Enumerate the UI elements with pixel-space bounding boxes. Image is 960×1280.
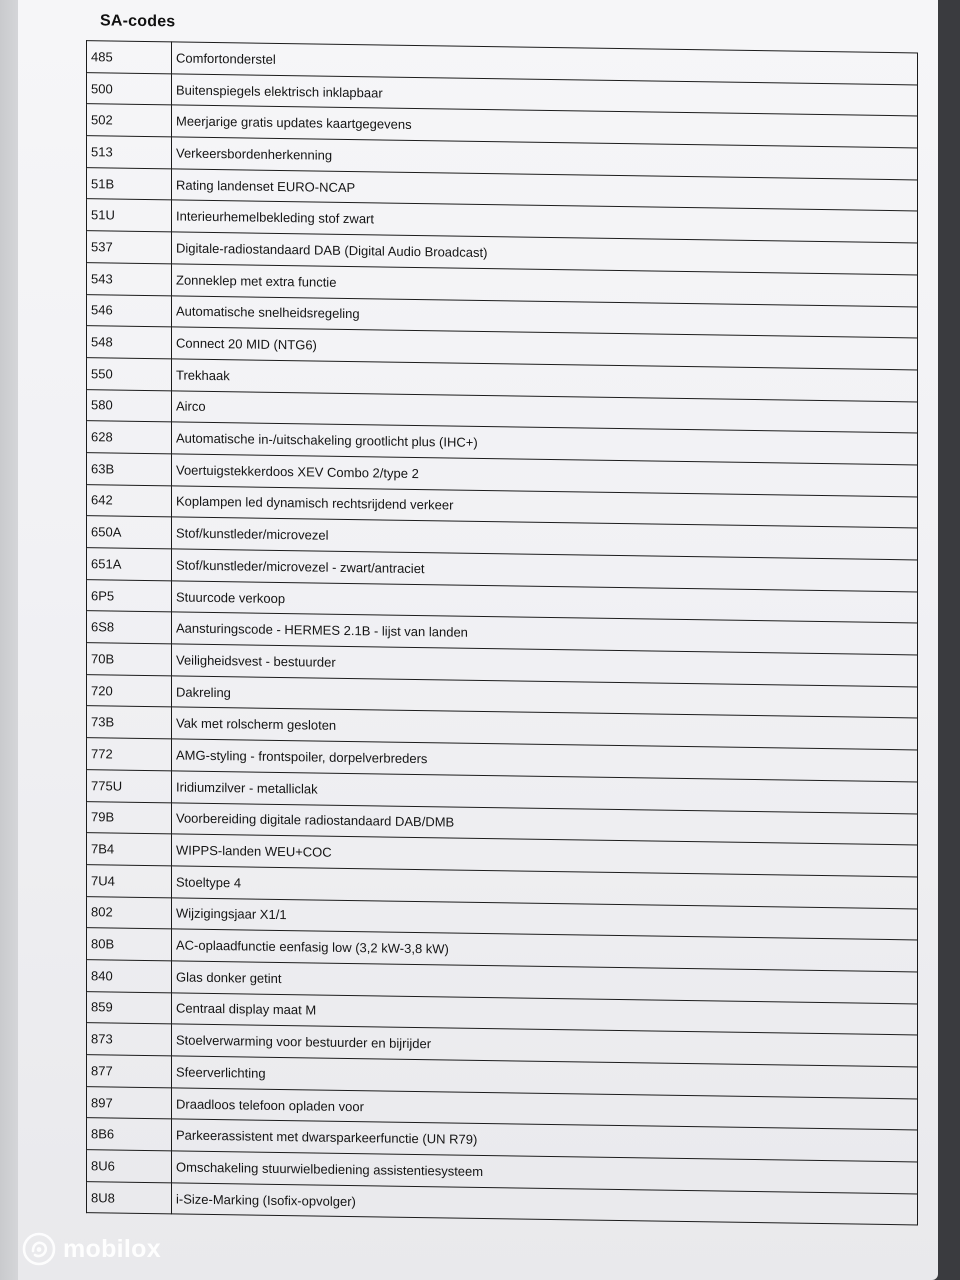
- sa-code-cell: 500: [87, 72, 172, 105]
- sa-code-cell: 877: [87, 1055, 172, 1088]
- sa-code-cell: 51U: [87, 199, 172, 232]
- sa-description-cell: Vak met rolscherm gesloten: [172, 707, 918, 750]
- sa-code-cell: 642: [87, 484, 172, 517]
- sa-code-cell: 651A: [87, 548, 172, 581]
- sa-code-cell: 63B: [87, 453, 172, 486]
- sa-description-cell: Parkeerassistent met dwarsparkeerfunctie (UN R79): [172, 1119, 918, 1162]
- sa-description-cell: Airco: [172, 390, 918, 433]
- sa-code-cell: 80B: [87, 928, 172, 961]
- sa-description-cell: Centraal display maat M: [172, 993, 918, 1036]
- sa-code-cell: 628: [87, 421, 172, 454]
- sa-code-cell: 73B: [87, 706, 172, 739]
- sa-codes-table-body: [87, 41, 918, 1226]
- sa-description-cell: Connect 20 MID (NTG6): [172, 327, 918, 370]
- sa-description-cell: Comfortonderstel: [172, 42, 918, 85]
- sa-description-cell: Stof/kunstleder/microvezel - zwart/antraciet: [172, 549, 918, 592]
- sa-code-cell: 548: [87, 326, 172, 359]
- sa-code-cell: 485: [87, 41, 172, 74]
- sa-description-cell: Omschakeling stuurwielbediening assistentiesysteem: [172, 1151, 918, 1194]
- watermark-brand: mobilox: [63, 1234, 161, 1263]
- sa-code-cell: 859: [87, 991, 172, 1024]
- document: [78, 10, 928, 1223]
- sa-description-cell: Veiligheidsvest - bestuurder: [172, 644, 918, 687]
- sa-description-cell: Interieurhemelbekleding stof zwart: [172, 200, 918, 243]
- sa-description-cell: Meerjarige gratis updates kaartgegevens: [172, 105, 918, 148]
- sa-code-cell: 873: [87, 1023, 172, 1056]
- sa-code-cell: 7U4: [87, 865, 172, 898]
- sa-code-cell: 550: [87, 358, 172, 391]
- sa-description-cell: Zonneklep met extra functie: [172, 264, 918, 307]
- sa-codes-table: [86, 40, 918, 1226]
- sa-code-cell: 840: [87, 960, 172, 993]
- sa-description-cell: i-Size-Marking (Isofix-opvolger): [172, 1183, 918, 1226]
- sa-code-cell: 51B: [87, 167, 172, 200]
- sa-code-cell: 897: [87, 1086, 172, 1119]
- sa-code-cell: 8U8: [87, 1181, 172, 1214]
- sa-description-cell: Koplampen led dynamisch rechtsrijdend verkeer: [172, 486, 918, 529]
- sa-description-cell: Voertuigstekkerdoos XEV Combo 2/type 2: [172, 454, 918, 497]
- sa-code-cell: 502: [87, 104, 172, 137]
- sa-description-cell: Automatische snelheidsregeling: [172, 295, 918, 338]
- sa-code-cell: 79B: [87, 801, 172, 834]
- sa-description-cell: Glas donker getint: [172, 961, 918, 1004]
- sa-description-cell: Dakreling: [172, 676, 918, 719]
- sa-description-cell: Aansturingscode - HERMES 2.1B - lijst van landen: [172, 612, 918, 655]
- sa-description-cell: Voorbereiding digitale radiostandaard DAB/DMB: [172, 802, 918, 845]
- sa-description-cell: Stof/kunstleder/microvezel: [172, 517, 918, 560]
- sa-description-cell: Stoeltype 4: [172, 866, 918, 909]
- sa-description-cell: Iridiumzilver - metalliclak: [172, 771, 918, 814]
- sa-description-cell: Digitale-radiostandaard DAB (Digital Audio Broadcast): [172, 232, 918, 275]
- sa-code-cell: 8U6: [87, 1150, 172, 1183]
- watermark: [22, 1232, 161, 1266]
- sa-code-cell: 6P5: [87, 579, 172, 612]
- sa-description-cell: Sfeerverlichting: [172, 1056, 918, 1099]
- sa-description-cell: Draadloos telefoon opladen voor: [172, 1088, 918, 1131]
- sa-description-cell: Stoelverwarming voor bestuurder en bijrijder: [172, 1024, 918, 1067]
- sa-code-cell: 543: [87, 262, 172, 295]
- sa-description-cell: Rating landenset EURO-NCAP: [172, 169, 918, 212]
- sa-description-cell: WIPPS-landen WEU+COC: [172, 834, 918, 877]
- sa-code-cell: 6S8: [87, 611, 172, 644]
- sa-description-cell: Automatische in-/uitschakeling grootlicht plus (IHC+): [172, 422, 918, 465]
- sa-description-cell: Wijzigingsjaar X1/1: [172, 897, 918, 940]
- sa-code-cell: 802: [87, 896, 172, 929]
- mobilox-logo-icon: [22, 1232, 56, 1266]
- sa-code-cell: 8B6: [87, 1118, 172, 1151]
- sa-code-cell: 537: [87, 231, 172, 264]
- sa-code-cell: 70B: [87, 643, 172, 676]
- sa-code-cell: 650A: [87, 516, 172, 549]
- document-title: SA-codes: [100, 12, 176, 31]
- sa-code-cell: 546: [87, 294, 172, 327]
- sa-code-cell: 720: [87, 674, 172, 707]
- sa-description-cell: Verkeersbordenherkenning: [172, 137, 918, 180]
- sa-code-cell: 7B4: [87, 833, 172, 866]
- sa-description-cell: Trekhaak: [172, 359, 918, 402]
- sa-description-cell: AC-oplaadfunctie eenfasig low (3,2 kW-3,8 kW): [172, 929, 918, 972]
- sa-code-cell: 775U: [87, 769, 172, 802]
- sa-code-cell: 772: [87, 738, 172, 771]
- sa-code-cell: 580: [87, 389, 172, 422]
- sa-description-cell: Stuurcode verkoop: [172, 581, 918, 624]
- sa-description-cell: AMG-styling - frontspoiler, dorpelverbreders: [172, 739, 918, 782]
- sa-code-cell: 513: [87, 136, 172, 169]
- sa-description-cell: Buitenspiegels elektrisch inklapbaar: [172, 74, 918, 117]
